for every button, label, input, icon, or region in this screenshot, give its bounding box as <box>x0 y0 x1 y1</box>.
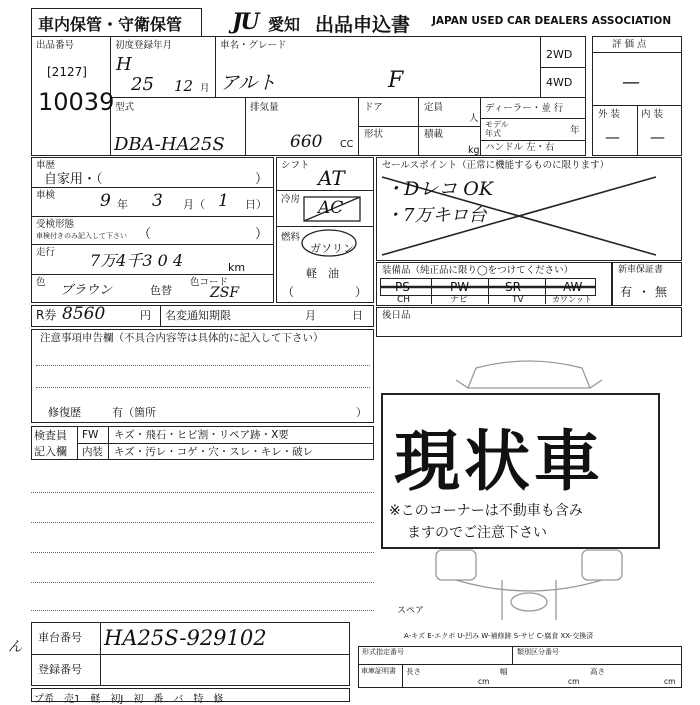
cooling-box-mark <box>302 194 362 224</box>
receipt-note: 車検付きのみ記入して下さい <box>36 232 127 240</box>
capacity-unit: 人 <box>469 113 479 124</box>
stamp-note-1: ※このコーナーは不動車も含み <box>389 503 583 519</box>
exterior-value: — <box>605 128 620 146</box>
inspector-row1: キズ・飛石・ヒビ割・リペア跡・X要 <box>114 429 289 441</box>
cert-label: 車庫証明書 <box>361 667 396 675</box>
form-title: 出品申込書 <box>315 14 411 36</box>
strip-cell: 売1 <box>64 694 81 705</box>
shift-label: シフト <box>281 160 310 171</box>
history-close: ） <box>255 172 269 187</box>
selling-point-2: ・7万キロ台 <box>385 205 487 226</box>
equipment-navi: ナビ <box>450 295 469 305</box>
mileage-value: 7万4千3 0 4 <box>90 251 184 270</box>
selling-point-1: ・Dレコ OK <box>385 178 494 200</box>
warranty-no: 無 <box>655 285 668 299</box>
model-label: 車名・グレード <box>220 40 287 51</box>
inspection-month: 3 <box>152 191 163 211</box>
equipment-ps: PS <box>395 280 410 294</box>
width-unit: cm <box>568 677 580 686</box>
color-code: ZSF <box>210 285 240 301</box>
fuel-open: （ <box>282 285 295 299</box>
stamp-note-2: ますのでご注意下さい <box>407 525 547 541</box>
plate-label: 登録番号 <box>38 663 82 676</box>
history-label: 車歴 <box>36 160 56 171</box>
width-label: 幅 <box>500 667 508 676</box>
inspection-year-unit: 年 <box>117 198 128 211</box>
repair-label: 修復歴 <box>48 406 81 419</box>
storage-note: 車内保管・守衛保管 <box>38 15 183 34</box>
drive-2wd: 2WD <box>546 48 573 61</box>
strip-cell: バ <box>173 694 184 705</box>
strip-cell: 初J <box>110 694 124 705</box>
equipment-sunroof: カワンット <box>552 295 592 304</box>
warranty-label: 新車保証書 <box>618 265 664 275</box>
height-unit: cm <box>664 677 676 686</box>
inspector-label-2: 記入欄 <box>34 445 67 458</box>
mileage-label: 走行 <box>36 247 56 258</box>
strip-cell: 番 <box>153 694 164 705</box>
type-code: DBA-HA25S <box>114 134 225 155</box>
model-designation-label: 形式指定番号 <box>362 648 404 656</box>
inspector-interior: 内装 <box>82 446 103 458</box>
fuel-close: ） <box>355 285 368 299</box>
bottom-strip-cells <box>34 690 223 705</box>
shape-label: 形状 <box>364 129 384 140</box>
height-label: 高さ <box>590 667 605 676</box>
registration-year: 25 <box>131 74 154 95</box>
interior-label: 内 装 <box>641 109 664 120</box>
color-change-label: 色替 <box>150 284 172 297</box>
registration-month: 12 <box>174 77 194 95</box>
side-mark: ん <box>8 639 22 655</box>
inspection-day-unit: 日） <box>245 198 267 211</box>
model-year-label: モデル 年式 <box>485 120 509 138</box>
rear-items-box <box>376 307 682 337</box>
recycle-value: 8560 <box>62 304 106 324</box>
receipt-label: 受検形態 <box>36 219 75 230</box>
length-unit: cm <box>478 677 490 686</box>
load-label: 積載 <box>424 129 444 140</box>
type-label: 型式 <box>115 102 135 113</box>
shift-value: AT <box>318 166 345 190</box>
cooling-value: AC <box>318 198 344 218</box>
cooling-label: 冷房 <box>281 194 301 205</box>
registration-era: H <box>116 54 132 75</box>
exterior-label: 外 装 <box>598 109 621 120</box>
inspection-day: 1 <box>218 191 229 211</box>
name-change-month: 月 <box>305 309 316 322</box>
strip-cell: 初 <box>133 694 144 705</box>
strip-cell: 特 <box>193 694 204 705</box>
equipment-sr: SR <box>505 280 521 294</box>
inspector-fw: FW <box>82 429 99 441</box>
equipment-ch: CH <box>397 295 411 305</box>
repair-value: 有（箇所 <box>112 406 156 419</box>
stamp-title: 現状車 <box>394 423 604 500</box>
recycle-unit: 円 <box>140 309 151 322</box>
history-value: 自家用・（ <box>44 172 103 187</box>
color-label: 色 <box>36 277 46 288</box>
displacement-value: 660 <box>290 132 323 152</box>
equipment-pw: PW <box>450 280 470 294</box>
strip-cell: プ希 <box>34 694 54 705</box>
interior-value: — <box>650 128 665 146</box>
warranty-sep: ・ <box>638 285 651 299</box>
dealer-label: ディーラー・並 行 <box>485 103 564 114</box>
chassis-label: 車台番号 <box>38 631 82 644</box>
lot-bracket-code: [2127] <box>47 65 87 79</box>
rating-value: — <box>622 72 640 93</box>
load-unit: kg <box>468 145 480 156</box>
color-code-label: 色コード <box>190 277 229 288</box>
chassis-number: HA25S-929102 <box>104 626 267 650</box>
strip-cell: 修 <box>213 694 224 705</box>
rear-items-label: 後日品 <box>382 310 411 321</box>
strip-cell: 軽 <box>90 694 101 705</box>
drive-4wd: 4WD <box>546 76 573 89</box>
inspection-label: 車検 <box>36 190 56 201</box>
model-name: アルト <box>220 72 277 94</box>
door-label: ドア <box>364 102 383 113</box>
name-change-day: 日 <box>352 309 363 322</box>
inspection-month-unit: 月（ <box>183 198 205 211</box>
model-year-unit: 年 <box>570 125 580 136</box>
inspector-row2: キズ・汚レ・コゲ・穴・スレ・キレ・破レ <box>114 446 314 458</box>
model-grade: F <box>388 68 404 93</box>
capacity-label: 定員 <box>424 102 444 113</box>
color-value: ブラウン <box>60 283 113 298</box>
association-name: JAPAN USED CAR DEALERS ASSOCIATION <box>432 15 672 27</box>
inspection-year: 9 <box>100 191 111 211</box>
displacement-label: 排気量 <box>250 102 279 113</box>
spare-label: スペア <box>397 606 425 616</box>
receipt-close: ） <box>255 227 269 242</box>
warranty-yes: 有 <box>620 285 633 299</box>
displacement-unit: CC <box>340 139 354 150</box>
fuel-diesel: 軽 油 <box>306 267 339 280</box>
fuel-gasoline: ガソリン <box>310 242 354 255</box>
repair-close: ） <box>356 406 367 419</box>
mileage-unit: km <box>228 261 246 274</box>
selling-points-label: セールスポイント（正常に機能するものに限ります） <box>382 160 610 171</box>
name-change-label: 名変通知期限 <box>165 309 231 322</box>
fuel-label: 燃料 <box>281 232 301 243</box>
rating-label: 評 価 点 <box>612 39 647 50</box>
handle-label: ハンドル 左・右 <box>485 142 555 153</box>
lot-number-label: 出品番号 <box>36 40 75 51</box>
notes-label: 注意事項申告欄（不具合内容等は具体的に記入して下さい） <box>40 332 324 344</box>
ju-logo: JU <box>232 9 258 35</box>
class-code-label: 類別区分番号 <box>517 648 559 656</box>
length-label: 長さ <box>406 667 421 676</box>
lot-number: 10039 <box>38 88 115 116</box>
registration-month-unit: 月 <box>200 83 210 94</box>
equipment-tv: TV <box>512 295 524 305</box>
fuel-circle <box>300 228 358 258</box>
receipt-open: （ <box>138 227 152 242</box>
registration-label: 初度登録年月 <box>115 40 173 51</box>
equipment-label: 装備品（純正品に限り◯をつけてください） <box>382 265 574 276</box>
damage-legend: A-キズ E-エクボ U-凹み W-補修跡 S-サビ C-腐食 XX-交換済 <box>404 632 594 640</box>
recycle-label: R券 <box>36 308 57 322</box>
brand-place: 愛知 <box>268 15 301 34</box>
equipment-aw: AW <box>563 280 583 294</box>
inspector-label-1: 検査員 <box>34 429 67 442</box>
